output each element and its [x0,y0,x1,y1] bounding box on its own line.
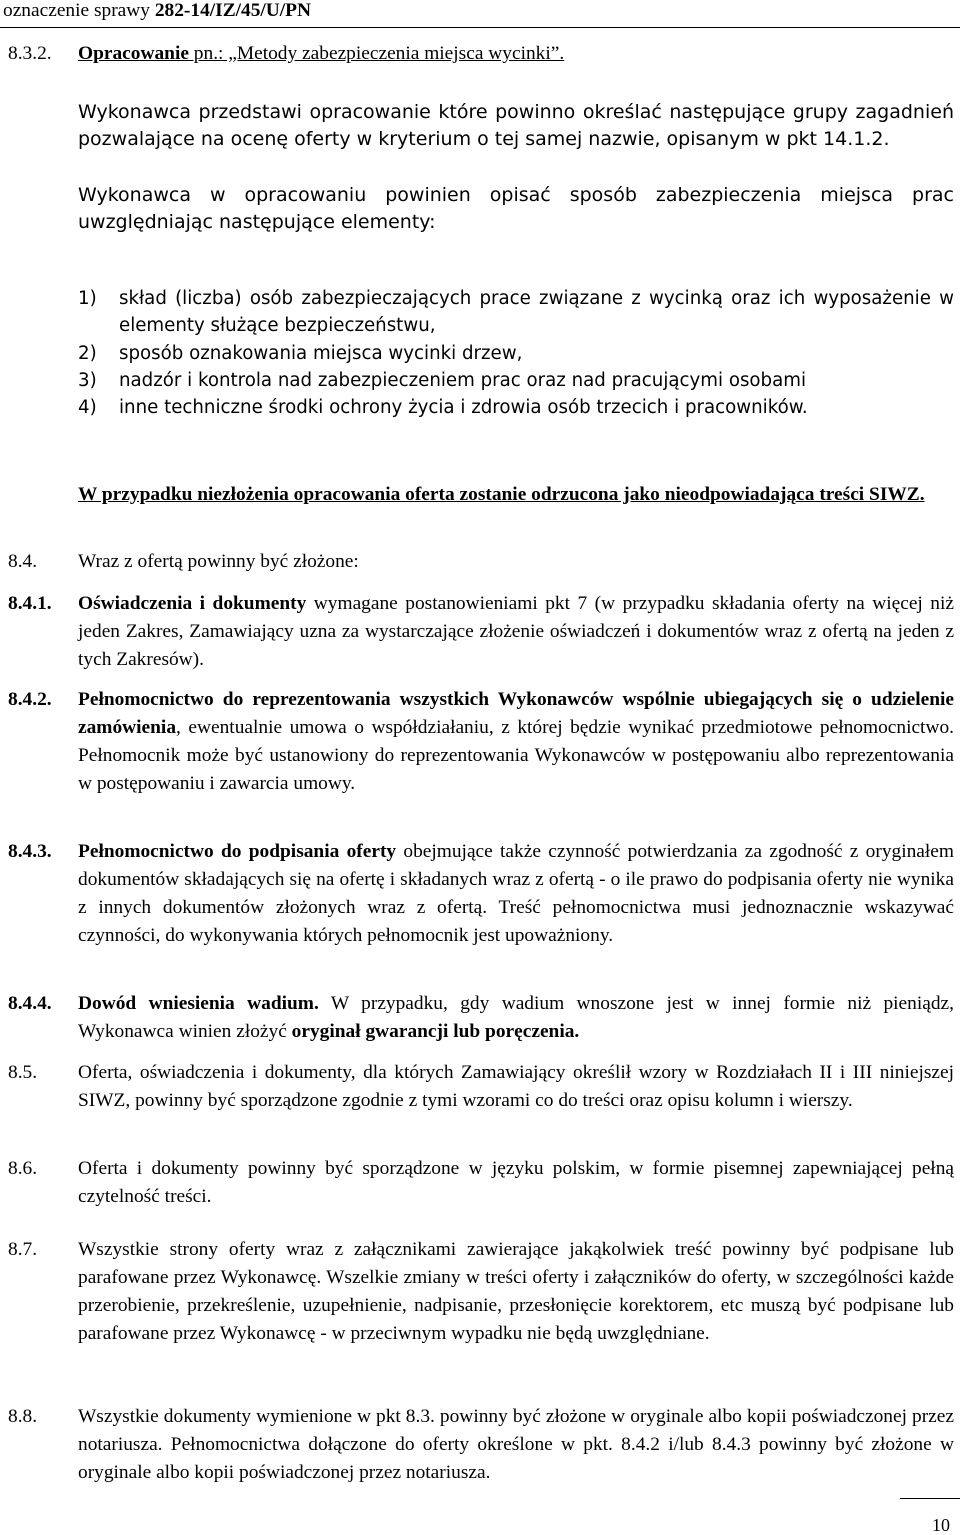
section-number: 8.4.4. [8,993,52,1014]
list-text: nadzór i kontrola nad zabezpieczeniem prac oraz nad pracującymi osobami [119,370,807,391]
section-rest: W przypadku, gdy wadium wnoszone jest w innej formie niż pieniądz, Wykonawca winien złożyć [78,993,954,1042]
intro-paragraph [78,99,954,153]
list-number: 4) [78,397,97,418]
list-text: inne techniczne środki ochrony życia i zdrowia osób trzecich i pracowników. [119,397,808,418]
rejection-warning-text: W przypadku niezłożenia opracowania oferta zostanie odrzucona jako nieodpowiadająca treści SIWZ. [78,484,925,505]
section-bold: Pełnomocnictwo do podpisania oferty [78,841,397,862]
section-text: Wszystkie dokumenty wymienione w pkt 8.3. powinny być złożone w oryginale albo kopii poświadczonej przez notariusza. Pełnomocnictwa dołączone do oferty określone w pkt. 8.4.2 i/lub 8.4.3 powinny być złożone w oryginale albo kopii poświadczonej przez notariusza. [78,1406,954,1483]
list-item [78,340,954,367]
section-text: Wszystkie strony oferty wraz z załącznikami zawierające jakąkolwiek treść powinny być podpisane lub parafowane przez Wykonawcę. Wszelkie zmiany w treści oferty i załączników do oferty, w szczególności każde przerobienie, przekreślenie, uzupełnienie, nadpisanie, przesłonięcie korektorem, etc muszą być podpisane lub parafowane przez Wykonawcę - w przeciwnym wypadku nie będą uwzględniane. [78,1239,954,1344]
rejection-warning [78,481,954,509]
section-bold: Oświadczenia i dokumenty [78,593,307,614]
section-heading [78,40,954,68]
list-item [78,285,954,339]
section-number: 8.4.2. [8,689,52,710]
page-header [3,0,311,24]
list-item [78,394,954,421]
section-bold: Pełnomocnictwo do reprezentowania wszystkich Wykonawców wspólnie ubiegających się o udzielenie zamówienia [78,689,954,738]
list-number: 1) [78,288,97,309]
section-rest: , ewentualnie umowa o współdziałaniu, z której będzie wynikać przedmiotowe pełnomocnictwo. Pełnomocnik może być ustanowiony do reprezentowania Wykonawców w postępowaniu albo reprezentowania w postępowaniu i zawarcia umowy. [78,717,954,794]
section-rest: obejmujące także czynność potwierdzania za zgodność z oryginałem dokumentów składających się na ofertę i składanych wraz z ofertą - o ile prawo do podpisania oferty nie wynika z innych dokumentów złożonych wraz z ofertą. Treść pełnomocnictwa musi jednoznacznie wskazywać czynności, do wykonywania których pełnomocnik jest upoważniony. [78,841,954,946]
header-rule [0,27,960,28]
section-text [78,590,954,674]
list-item [78,367,954,394]
case-number: 282-14/IZ/45/U/PN [154,0,312,21]
section-number: 8.4.1. [8,593,52,614]
list-text: skład (liczba) osób zabezpieczających prace związane z wycinką oraz ich wyposażenie w elementy służące bezpieczeństwu, [119,288,954,336]
section-number: 8.7. [8,1239,38,1260]
section-number: 8.6. [8,1158,38,1179]
section-text: Oferta, oświadczenia i dokumenty, dla których Zamawiający określił wzory w Rozdziałach II i III niniejszej SIWZ, powinny być sporządzone zgodnie z tymi wzorami co do treści oraz opisu kolumn i wierszy. [78,1062,954,1111]
header-label: oznaczenie sprawy [3,0,150,21]
requirements-paragraph [78,182,954,236]
section-bold: Dowód wniesienia wadium. [78,993,319,1014]
section-number: 8.8. [8,1406,38,1427]
section-text [78,990,954,1046]
section-rest: wymagane postanowieniami pkt 7 (w przypadku składania oferty na więcej niż jeden Zakres, Zamawiający uzna za wystarczające złożenie oświadczeń i dokumentów wraz z ofertą na jeden z tych Zakresów). [78,593,954,670]
section-text [78,838,954,950]
section-text: Oferta i dokumenty powinny być sporządzone w języku polskim, w formie pisemnej zapewniającej pełną czytelność treści. [78,1158,954,1207]
section-text: Wraz z ofertą powinny być złożone: [78,551,359,572]
section-text [78,686,954,798]
section-heading-rest: pn.: „Metody zabezpieczenia miejsca wycinki”. [188,43,565,64]
footer-rule [900,1498,960,1499]
section-number: 8.5. [8,1062,38,1083]
list-number: 2) [78,343,97,364]
list-number: 3) [78,370,97,391]
requirements-text: Wykonawca w opracowaniu powinien opisać sposób zabezpieczenia miejsca prac uwzględniając następujące elementy: [78,184,954,233]
section-heading-bold: Opracowanie [78,43,189,64]
section-end: . [574,1021,580,1042]
list-text: sposób oznakowania miejsca wycinki drzew, [119,343,523,364]
section-number: 8.3.2. [8,43,52,64]
section-number: 8.4.3. [8,841,52,862]
page-number: 10 [932,1515,950,1535]
intro-text: Wykonawca przedstawi opracowanie które powinno określać następujące grupy zagadnień pozwalające na ocenę oferty w kryterium o tej samej nazwie, opisanym w pkt 14.1.2. [78,101,954,150]
section-bold-2: oryginał gwarancji lub poręczenia [291,1021,575,1042]
section-number: 8.4. [8,551,38,572]
